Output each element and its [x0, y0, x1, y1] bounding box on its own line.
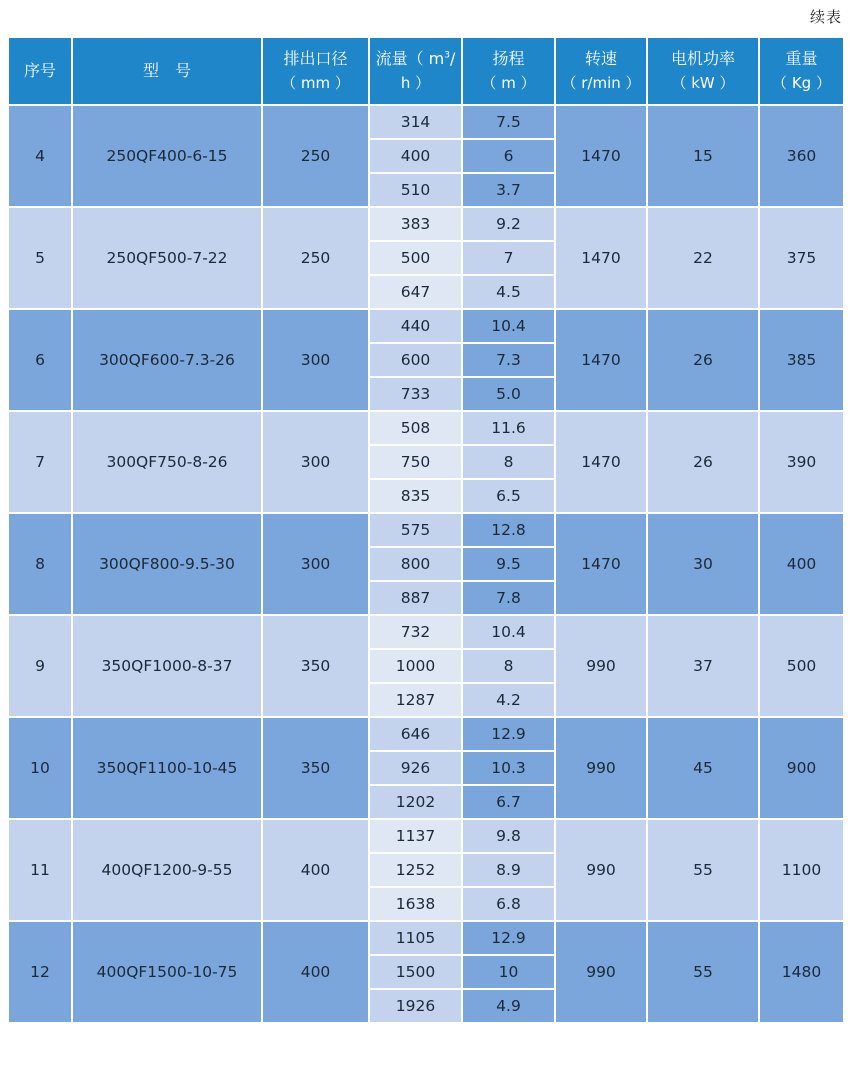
- header-no: 序号: [8, 37, 72, 105]
- table-row: [8, 411, 844, 445]
- cell-head: 9.5: [462, 547, 555, 581]
- cell-model: 300QF800-9.5-30: [72, 513, 262, 615]
- cell-outlet: 250: [262, 105, 369, 207]
- cell-head: 4.2: [462, 683, 555, 717]
- cell-head: 7: [462, 241, 555, 275]
- cell-power: 22: [647, 207, 759, 309]
- cell-head: 6.8: [462, 887, 555, 921]
- cell-flow: 732: [369, 615, 462, 649]
- cell-flow: 400: [369, 139, 462, 173]
- cell-weight: 390: [759, 411, 844, 513]
- cell-speed: 1470: [555, 207, 647, 309]
- cell-outlet: 250: [262, 207, 369, 309]
- cell-speed: 990: [555, 819, 647, 921]
- cell-flow: 510: [369, 173, 462, 207]
- cell-power: 55: [647, 819, 759, 921]
- cell-no: 5: [8, 207, 72, 309]
- cell-speed: 1470: [555, 513, 647, 615]
- cell-weight: 400: [759, 513, 844, 615]
- cell-speed: 990: [555, 717, 647, 819]
- cell-speed: 1470: [555, 105, 647, 207]
- cell-outlet: 300: [262, 309, 369, 411]
- cell-power: 30: [647, 513, 759, 615]
- cell-outlet: 350: [262, 615, 369, 717]
- cell-head: 6.7: [462, 785, 555, 819]
- cell-outlet: 300: [262, 411, 369, 513]
- cell-weight: 500: [759, 615, 844, 717]
- cell-flow: 926: [369, 751, 462, 785]
- cell-flow: 440: [369, 309, 462, 343]
- cell-power: 26: [647, 309, 759, 411]
- cell-head: 4.5: [462, 275, 555, 309]
- cell-speed: 990: [555, 921, 647, 1023]
- cell-no: 7: [8, 411, 72, 513]
- cell-flow: 733: [369, 377, 462, 411]
- header-flow: 流量（ $m^3/$ h ）: [369, 37, 462, 105]
- cell-no: 10: [8, 717, 72, 819]
- table-row: [8, 105, 844, 139]
- cell-weight: 1480: [759, 921, 844, 1023]
- cell-head: 8.9: [462, 853, 555, 887]
- cell-flow: 314: [369, 105, 462, 139]
- cell-power: 45: [647, 717, 759, 819]
- table-row: [8, 819, 844, 853]
- header-model: 型 号: [72, 37, 262, 105]
- cell-weight: 375: [759, 207, 844, 309]
- cell-model: 300QF750-8-26: [72, 411, 262, 513]
- cell-flow: 647: [369, 275, 462, 309]
- cell-model: 350QF1100-10-45: [72, 717, 262, 819]
- cell-head: 9.2: [462, 207, 555, 241]
- header-row: [8, 37, 844, 105]
- table-row: [8, 921, 844, 955]
- cell-weight: 385: [759, 309, 844, 411]
- cell-head: 7.8: [462, 581, 555, 615]
- cell-model: 250QF500-7-22: [72, 207, 262, 309]
- table-row: [8, 615, 844, 649]
- cell-head: 10.3: [462, 751, 555, 785]
- cell-flow: 1500: [369, 955, 462, 989]
- table-row: [8, 513, 844, 547]
- cell-head: 8: [462, 445, 555, 479]
- cell-flow: 1137: [369, 819, 462, 853]
- header-power: 电机功率 （ kW ）: [647, 37, 759, 105]
- table-row: [8, 717, 844, 751]
- cell-head: 3.7: [462, 173, 555, 207]
- continued-label: 续表: [809, 8, 842, 26]
- cell-no: 12: [8, 921, 72, 1023]
- cell-weight: 360: [759, 105, 844, 207]
- cell-head: 7.5: [462, 105, 555, 139]
- cell-head: 11.6: [462, 411, 555, 445]
- cell-head: 10: [462, 955, 555, 989]
- cell-flow: 750: [369, 445, 462, 479]
- cell-flow: 1926: [369, 989, 462, 1023]
- cell-head: 4.9: [462, 989, 555, 1023]
- cell-speed: 1470: [555, 411, 647, 513]
- cell-head: 12.9: [462, 717, 555, 751]
- cell-no: 6: [8, 309, 72, 411]
- cell-flow: 887: [369, 581, 462, 615]
- cell-speed: 1470: [555, 309, 647, 411]
- cell-head: 6: [462, 139, 555, 173]
- cell-no: 4: [8, 105, 72, 207]
- cell-model: 400QF1500-10-75: [72, 921, 262, 1023]
- cell-flow: 1287: [369, 683, 462, 717]
- cell-no: 8: [8, 513, 72, 615]
- cell-flow: 800: [369, 547, 462, 581]
- cell-head: 10.4: [462, 615, 555, 649]
- pump-spec-table: [7, 36, 845, 1024]
- cell-outlet: 400: [262, 819, 369, 921]
- cell-flow: 835: [369, 479, 462, 513]
- cell-flow: 1202: [369, 785, 462, 819]
- header-weight: 重量 （ Kg ）: [759, 37, 844, 105]
- cell-flow: 646: [369, 717, 462, 751]
- cell-model: 300QF600-7.3-26: [72, 309, 262, 411]
- cell-flow: 508: [369, 411, 462, 445]
- cell-weight: 1100: [759, 819, 844, 921]
- cell-head: 10.4: [462, 309, 555, 343]
- cell-head: 12.8: [462, 513, 555, 547]
- cell-flow: 500: [369, 241, 462, 275]
- cell-model: 250QF400-6-15: [72, 105, 262, 207]
- cell-power: 26: [647, 411, 759, 513]
- cell-no: 9: [8, 615, 72, 717]
- cell-power: 15: [647, 105, 759, 207]
- cell-flow: 1105: [369, 921, 462, 955]
- cell-flow: 1638: [369, 887, 462, 921]
- cell-head: 7.3: [462, 343, 555, 377]
- cell-outlet: 350: [262, 717, 369, 819]
- cell-model: 400QF1200-9-55: [72, 819, 262, 921]
- cell-model: 350QF1000-8-37: [72, 615, 262, 717]
- cell-head: 5.0: [462, 377, 555, 411]
- cell-speed: 990: [555, 615, 647, 717]
- cell-head: 9.8: [462, 819, 555, 853]
- cell-outlet: 300: [262, 513, 369, 615]
- cell-outlet: 400: [262, 921, 369, 1023]
- cell-flow: 1252: [369, 853, 462, 887]
- cell-head: 8: [462, 649, 555, 683]
- cell-weight: 900: [759, 717, 844, 819]
- cell-flow: 600: [369, 343, 462, 377]
- cell-flow: 575: [369, 513, 462, 547]
- header-speed: 转速 （ r/min ）: [555, 37, 647, 105]
- cell-head: 12.9: [462, 921, 555, 955]
- cell-power: 55: [647, 921, 759, 1023]
- table-row: [8, 207, 844, 241]
- header-head: 扬程 （ m ）: [462, 37, 555, 105]
- cell-power: 37: [647, 615, 759, 717]
- cell-flow: 383: [369, 207, 462, 241]
- table-row: [8, 309, 844, 343]
- cell-flow: 1000: [369, 649, 462, 683]
- header-outlet: 排出口径 （ mm ）: [262, 37, 369, 105]
- cell-head: 6.5: [462, 479, 555, 513]
- cell-no: 11: [8, 819, 72, 921]
